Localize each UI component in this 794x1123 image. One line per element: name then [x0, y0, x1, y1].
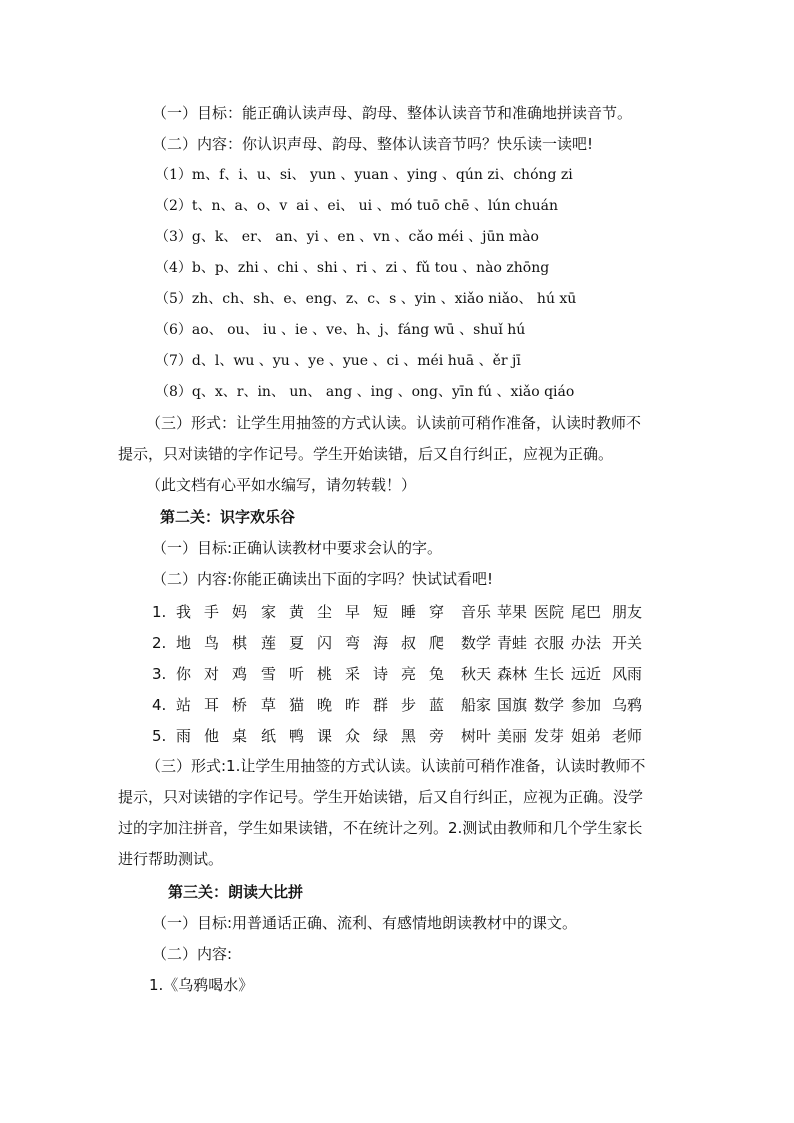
section3-goal: （一）目标:用普通话正确、流利、有感情地朗读教材中的课文。: [152, 914, 578, 932]
grid-word: 乌鸦: [612, 696, 643, 714]
grid-character: 晚: [317, 696, 333, 714]
grid-row-number: 2.: [152, 634, 167, 652]
grid-word: 生长: [534, 665, 565, 683]
grid-character: 绿: [373, 727, 389, 745]
lesson-item-1: 1.《乌鸦喝水》: [149, 976, 254, 994]
grid-character: 采: [345, 665, 361, 683]
section2-form-line3: 过的字加注拼音，学生如果读错，不在统计之列。2.测试由教师和几个学生家长: [118, 819, 643, 837]
grid-character: 地: [176, 634, 192, 652]
grid-word: 远近: [571, 665, 602, 683]
grid-word: 数学: [461, 634, 492, 652]
grid-word: 尾巴: [571, 603, 602, 621]
section3-title: 第三关：朗读大比拼: [168, 883, 304, 901]
pinyin-line-4: （4）b、p、zhi 、chi 、shi 、ri 、zi 、fǔ tou 、nào zhōng: [155, 260, 550, 276]
grid-word: 衣服: [534, 634, 565, 652]
grid-character: 草: [261, 696, 277, 714]
section2-content: （二）内容:你能正确读出下面的字吗？快试试看吧!: [152, 570, 494, 588]
section1-content: （二）内容：你认识声母、韵母、整体认读音节吗？快乐读一读吧!: [152, 135, 594, 153]
grid-word: 国旗: [497, 696, 528, 714]
grid-character: 睡: [401, 603, 417, 621]
grid-word: 风雨: [612, 665, 643, 683]
grid-word: 医院: [534, 603, 565, 621]
grid-character: 手: [204, 603, 220, 621]
copyright-note: （此文档有心平如水编写，请勿转载！）: [146, 476, 417, 494]
grid-character: 短: [373, 603, 389, 621]
grid-character: 旁: [429, 727, 445, 745]
grid-character: 桥: [232, 696, 248, 714]
grid-word: 苹果: [497, 603, 528, 621]
grid-character: 莲: [261, 634, 277, 652]
pinyin-line-2: （2）t、n、a、o、v ai 、ei、 ui 、mó tuō chē 、lún chuán: [155, 198, 559, 214]
grid-word: 办法: [571, 634, 602, 652]
grid-character: 对: [204, 665, 220, 683]
grid-character: 桃: [317, 665, 333, 683]
grid-character: 鸟: [204, 634, 220, 652]
section2-form-line2: 提示，只对读错的字作记号。学生开始读错，后又自行纠正，应视为正确。没学: [118, 788, 644, 806]
grid-character: 闪: [317, 634, 333, 652]
section2-title: 第二关：识字欢乐谷: [160, 508, 296, 526]
grid-character: 他: [204, 727, 220, 745]
grid-character: 兔: [429, 665, 445, 683]
grid-character: 我: [176, 603, 192, 621]
pinyin-line-8: （8）q、x、r、in、 un、 ang 、ing 、ong、yīn fú 、xiǎo qiáo: [155, 384, 575, 400]
pinyin-line-3: （3）g、k、 er、 an、yi 、en 、vn 、cǎo méi 、jūn mào: [155, 229, 539, 245]
pinyin-line-6: （6）ao、 ou、 iu 、ie 、ve、h、j、fáng wū 、shuǐ hú: [155, 322, 526, 338]
section3-content: （二）内容:: [152, 945, 233, 963]
grid-character: 尘: [317, 603, 333, 621]
grid-row-number: 4.: [152, 696, 167, 714]
grid-character: 昨: [345, 696, 361, 714]
section2-form-line1: （三）形式:1.让学生用抽签的方式认读。认读前可稍作准备，认读时教师不: [146, 757, 646, 775]
grid-character: 课: [317, 727, 333, 745]
grid-character: 叔: [401, 634, 417, 652]
grid-character: 亮: [401, 665, 417, 683]
grid-row-number: 5.: [152, 727, 167, 745]
section1-goal: （一）目标：能正确认读声母、韵母、整体认读音节和准确地拼读音节。: [152, 104, 633, 122]
grid-word: 开关: [612, 634, 643, 652]
grid-word: 朋友: [612, 603, 643, 621]
grid-character: 众: [345, 727, 361, 745]
grid-word: 老师: [612, 727, 643, 745]
grid-character: 穿: [429, 603, 445, 621]
grid-character: 黑: [401, 727, 417, 745]
grid-character: 诗: [373, 665, 389, 683]
grid-word: 树叶: [461, 727, 492, 745]
grid-character: 黄: [289, 603, 305, 621]
grid-character: 鸭: [289, 727, 305, 745]
grid-word: 发芽: [534, 727, 565, 745]
section1-form-line1: （三）形式：让学生用抽签的方式认读。认读前可稍作准备，认读时教师不: [146, 414, 642, 432]
grid-character: 桌: [232, 727, 248, 745]
section2-form-line4: 进行帮助测试。: [118, 850, 224, 868]
grid-character: 蓝: [429, 696, 445, 714]
section2-goal: （一）目标:正确认读教材中要求会认的字。: [152, 539, 443, 557]
grid-character: 棋: [232, 634, 248, 652]
pinyin-line-5: （5）zh、ch、sh、e、eng、z、c、s 、yin 、xiǎo niǎo、 hú xū: [155, 291, 577, 307]
grid-word: 秋天: [461, 665, 492, 683]
grid-character: 妈: [232, 603, 248, 621]
grid-word: 青蛙: [497, 634, 528, 652]
section1-form-line2: 提示，只对读错的字作记号。学生开始读错，后又自行纠正，应视为正确。: [118, 445, 614, 463]
grid-word: 船家: [461, 696, 492, 714]
grid-character: 耳: [204, 696, 220, 714]
grid-character: 站: [176, 696, 192, 714]
grid-character: 猫: [289, 696, 305, 714]
grid-character: 群: [373, 696, 389, 714]
grid-character: 雪: [261, 665, 277, 683]
grid-character: 雨: [176, 727, 192, 745]
grid-character: 家: [261, 603, 277, 621]
grid-word: 音乐: [461, 603, 492, 621]
pinyin-line-1: （1）m、f、i、u、si、 yun 、yuan 、ying 、qún zi、chóng zi: [155, 167, 573, 183]
grid-character: 步: [401, 696, 417, 714]
grid-character: 听: [289, 665, 305, 683]
grid-character: 你: [176, 665, 192, 683]
grid-row-number: 3.: [152, 665, 167, 683]
grid-word: 姐弟: [571, 727, 602, 745]
grid-word: 森林: [497, 665, 528, 683]
grid-character: 纸: [261, 727, 277, 745]
grid-character: 爬: [429, 634, 445, 652]
grid-row-number: 1.: [152, 603, 167, 621]
grid-character: 弯: [345, 634, 361, 652]
pinyin-line-7: （7）d、l、wu 、yu 、ye 、yue 、ci 、méi huā 、ěr jī: [155, 353, 521, 369]
grid-character: 鸡: [232, 665, 248, 683]
grid-character: 海: [373, 634, 389, 652]
grid-character: 早: [345, 603, 361, 621]
grid-word: 美丽: [497, 727, 528, 745]
grid-word: 参加: [571, 696, 602, 714]
grid-character: 夏: [289, 634, 305, 652]
grid-word: 数学: [534, 696, 565, 714]
